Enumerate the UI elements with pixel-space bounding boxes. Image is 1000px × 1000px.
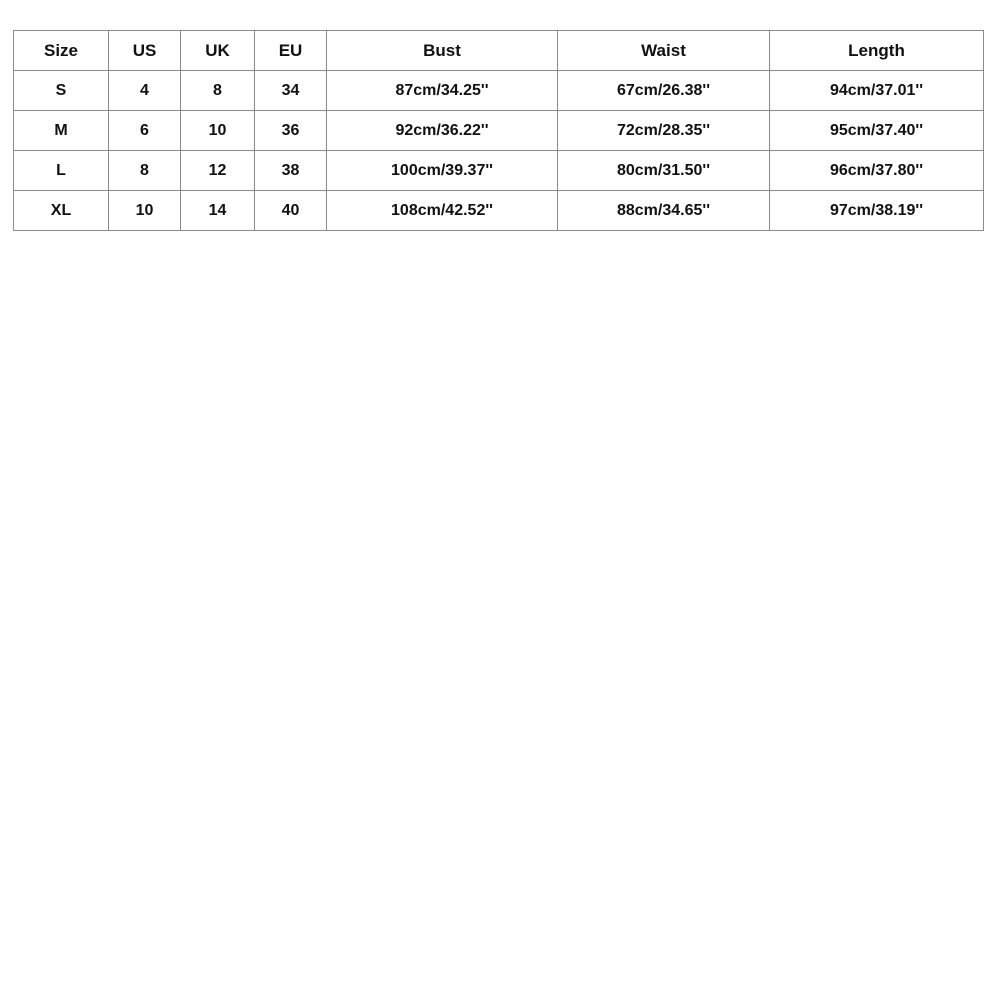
cell-bust: 87cm/34.25'' — [327, 71, 558, 111]
cell-size: L — [14, 151, 109, 191]
header-eu: EU — [255, 31, 327, 71]
header-size: Size — [14, 31, 109, 71]
cell-size: M — [14, 111, 109, 151]
cell-uk: 8 — [181, 71, 255, 111]
cell-length: 96cm/37.80'' — [770, 151, 984, 191]
header-length: Length — [770, 31, 984, 71]
cell-waist: 72cm/28.35'' — [558, 111, 770, 151]
cell-waist: 67cm/26.38'' — [558, 71, 770, 111]
cell-uk: 12 — [181, 151, 255, 191]
cell-eu: 36 — [255, 111, 327, 151]
header-bust: Bust — [327, 31, 558, 71]
cell-waist: 80cm/31.50'' — [558, 151, 770, 191]
size-chart-table — [13, 30, 984, 231]
cell-us: 6 — [109, 111, 181, 151]
table-row — [14, 111, 984, 151]
header-uk: UK — [181, 31, 255, 71]
header-row — [14, 31, 984, 71]
header-waist: Waist — [558, 31, 770, 71]
header-us: US — [109, 31, 181, 71]
cell-uk: 14 — [181, 191, 255, 231]
cell-bust: 100cm/39.37'' — [327, 151, 558, 191]
cell-length: 94cm/37.01'' — [770, 71, 984, 111]
cell-size: S — [14, 71, 109, 111]
cell-eu: 34 — [255, 71, 327, 111]
cell-size: XL — [14, 191, 109, 231]
cell-eu: 38 — [255, 151, 327, 191]
cell-waist: 88cm/34.65'' — [558, 191, 770, 231]
cell-us: 4 — [109, 71, 181, 111]
table-row — [14, 151, 984, 191]
cell-us: 8 — [109, 151, 181, 191]
table-row — [14, 71, 984, 111]
cell-eu: 40 — [255, 191, 327, 231]
cell-length: 97cm/38.19'' — [770, 191, 984, 231]
cell-bust: 92cm/36.22'' — [327, 111, 558, 151]
table-row — [14, 191, 984, 231]
cell-bust: 108cm/42.52'' — [327, 191, 558, 231]
cell-length: 95cm/37.40'' — [770, 111, 984, 151]
size-chart-header — [14, 31, 984, 71]
size-chart-body — [14, 71, 984, 231]
cell-uk: 10 — [181, 111, 255, 151]
cell-us: 10 — [109, 191, 181, 231]
